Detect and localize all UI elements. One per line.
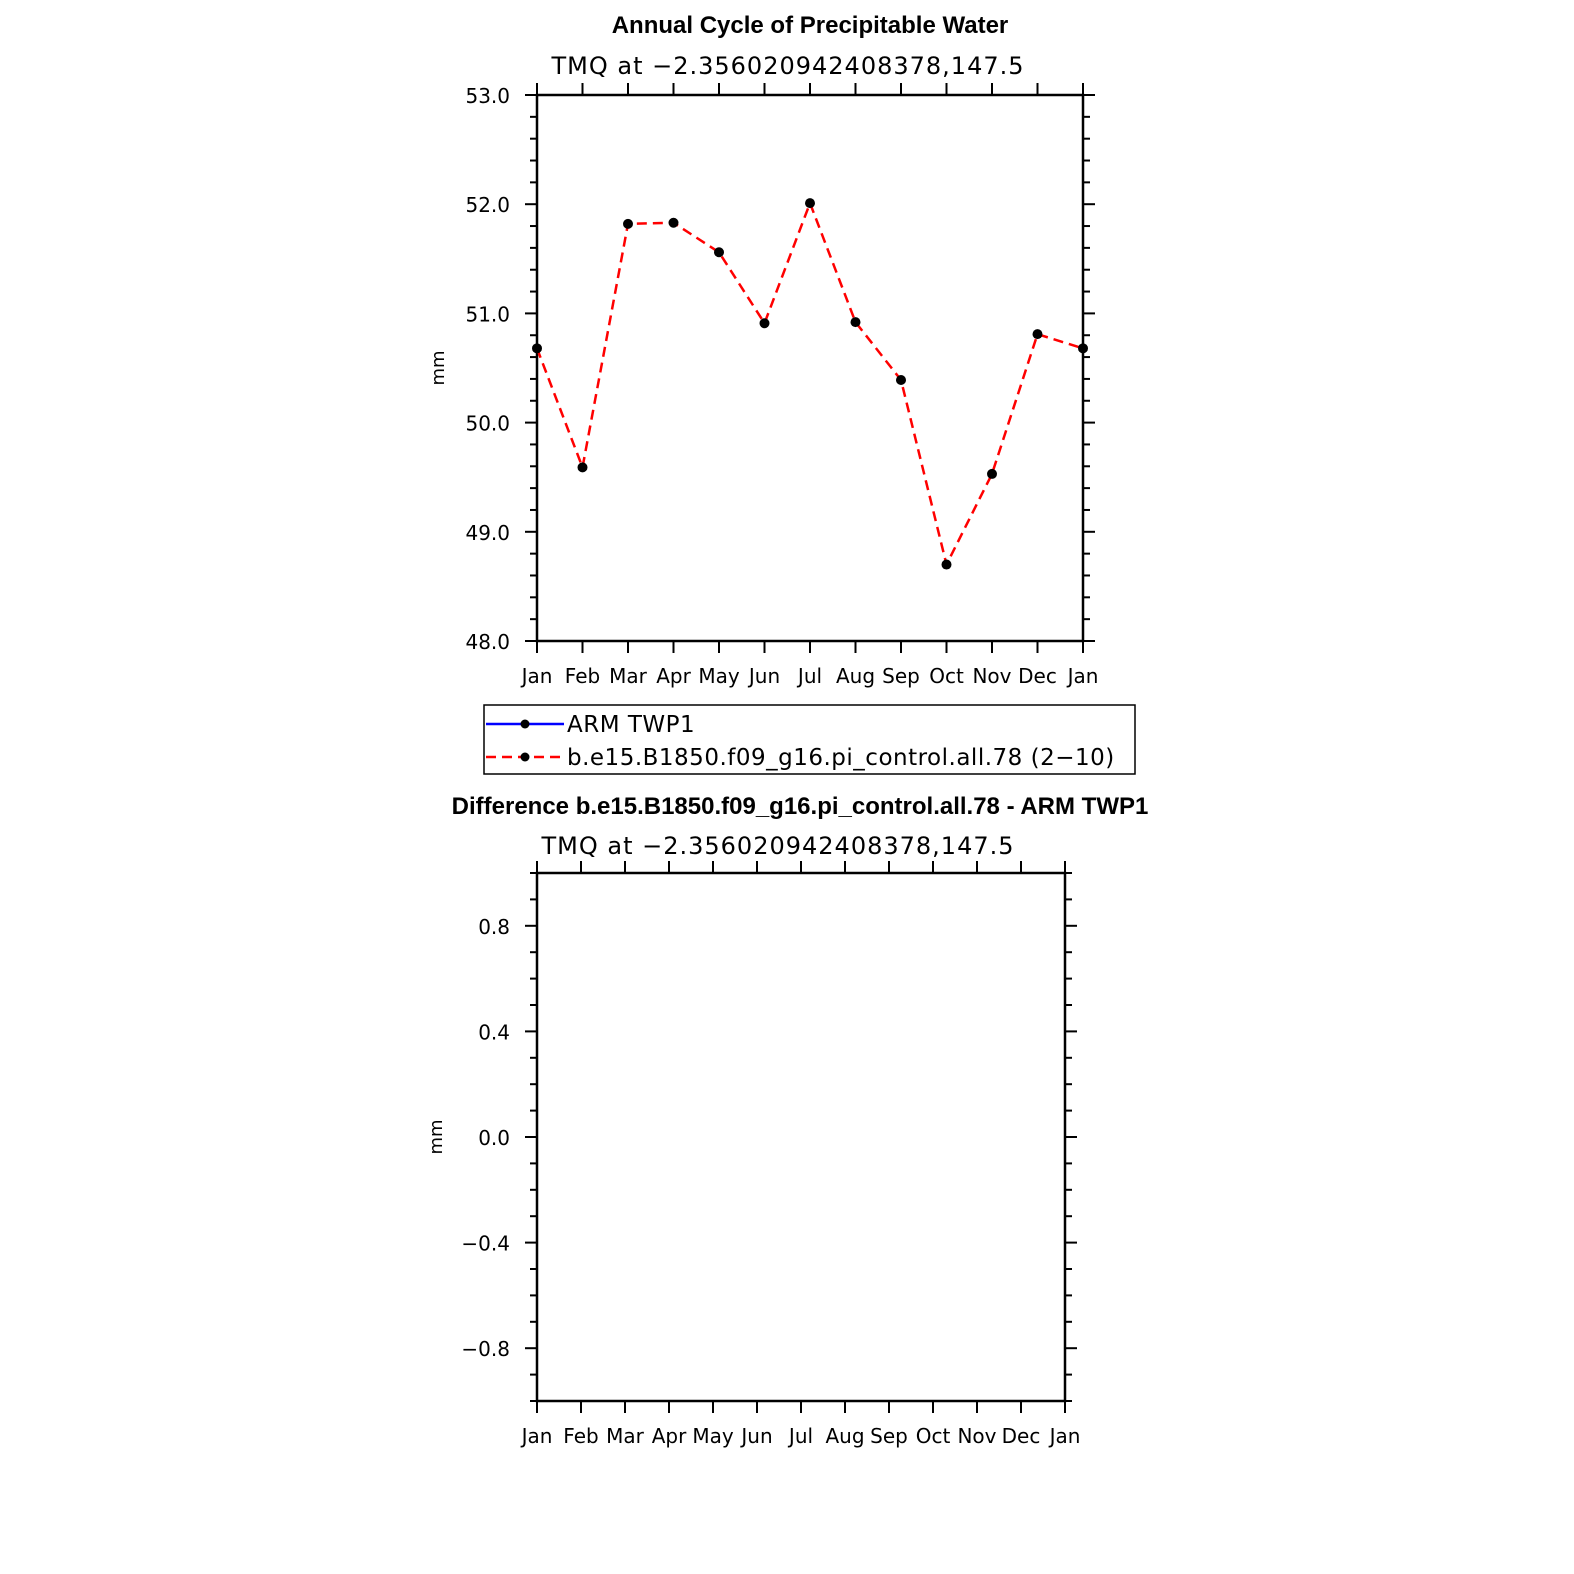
x-tick-label: Sep [882, 664, 920, 688]
chart1-axes [465, 83, 1098, 688]
legend [484, 705, 1135, 774]
legend-marker-arm [521, 720, 530, 729]
x-tick-label: Oct [915, 1424, 951, 1448]
x-tick-label: Oct [929, 664, 964, 688]
legend-label-model: b.e15.B1850.f09_g16.pi_control.all.78 (2−10) [567, 745, 1115, 771]
x-tick-label: Nov [957, 1424, 997, 1448]
data-point [714, 247, 724, 257]
legend-marker-model [521, 753, 530, 762]
chart2-ylabel: mm [426, 1119, 447, 1155]
x-tick-label: Jan [521, 664, 553, 688]
y-tick-label: 51.0 [465, 302, 510, 327]
x-tick-label: May [692, 1424, 734, 1448]
x-tick-label: Sep [870, 1424, 908, 1448]
chart2-title: Difference b.e15.B1850.f09_g16.pi_control.all.78 - ARM TWP1 [451, 793, 1149, 820]
x-tick-label: Jun [748, 664, 781, 688]
plot-frame [537, 873, 1065, 1401]
series-line [537, 203, 1083, 564]
x-tick-label: Jul [797, 664, 823, 688]
chart2-subtitle: TMQ at −2.356020942408378,147.5 [541, 832, 1015, 860]
data-point [896, 375, 906, 385]
x-tick-label: Feb [563, 1424, 599, 1448]
data-point [987, 469, 997, 479]
x-tick-label: Aug [835, 664, 876, 688]
data-point [669, 218, 679, 228]
data-point [623, 219, 633, 229]
chart2-axes [461, 861, 1080, 1448]
data-point [760, 318, 770, 328]
x-tick-label: Dec [1018, 664, 1057, 688]
data-point [851, 317, 861, 327]
data-point [1033, 329, 1043, 339]
data-point [532, 343, 542, 353]
x-tick-label: Apr [651, 1424, 687, 1448]
data-point [805, 198, 815, 208]
data-point [1078, 343, 1088, 353]
x-tick-label: Nov [972, 664, 1012, 688]
legend-label-arm: ARM TWP1 [567, 712, 696, 738]
y-tick-label: 0.8 [478, 914, 510, 939]
y-tick-label: 0.0 [478, 1126, 510, 1150]
plot-frame [537, 95, 1083, 641]
x-tick-label: Jan [1049, 1424, 1081, 1448]
chart1-title: Annual Cycle of Precipitable Water [611, 12, 1009, 39]
y-tick-label: 0.4 [478, 1020, 510, 1045]
difference-chart [426, 793, 1148, 1448]
y-tick-label: −0.4 [461, 1231, 510, 1256]
x-tick-label: Jan [521, 1424, 553, 1448]
x-tick-label: Jun [741, 1424, 773, 1448]
data-point [578, 462, 588, 472]
y-tick-label: 53.0 [465, 84, 510, 108]
y-tick-label: 48.0 [465, 630, 510, 654]
y-tick-label: −0.8 [461, 1337, 510, 1362]
x-tick-label: Mar [609, 664, 647, 688]
data-point [942, 560, 952, 570]
x-tick-label: Aug [825, 1424, 865, 1448]
x-tick-label: Mar [606, 1424, 644, 1448]
y-tick-label: 50.0 [465, 411, 510, 436]
x-tick-label: Jul [788, 1424, 814, 1448]
x-tick-label: Jan [1067, 664, 1099, 688]
x-tick-label: Dec [1001, 1424, 1041, 1448]
chart1-subtitle: TMQ at −2.356020942408378,147.5 [551, 52, 1025, 80]
y-tick-label: 49.0 [465, 520, 510, 545]
x-tick-label: May [698, 664, 740, 688]
x-tick-label: Apr [656, 664, 691, 688]
annual-cycle-chart [428, 12, 1098, 688]
chart1-series [532, 198, 1088, 569]
y-tick-label: 52.0 [465, 193, 510, 218]
x-tick-label: Feb [564, 664, 601, 688]
chart1-ylabel: mm [428, 350, 449, 386]
